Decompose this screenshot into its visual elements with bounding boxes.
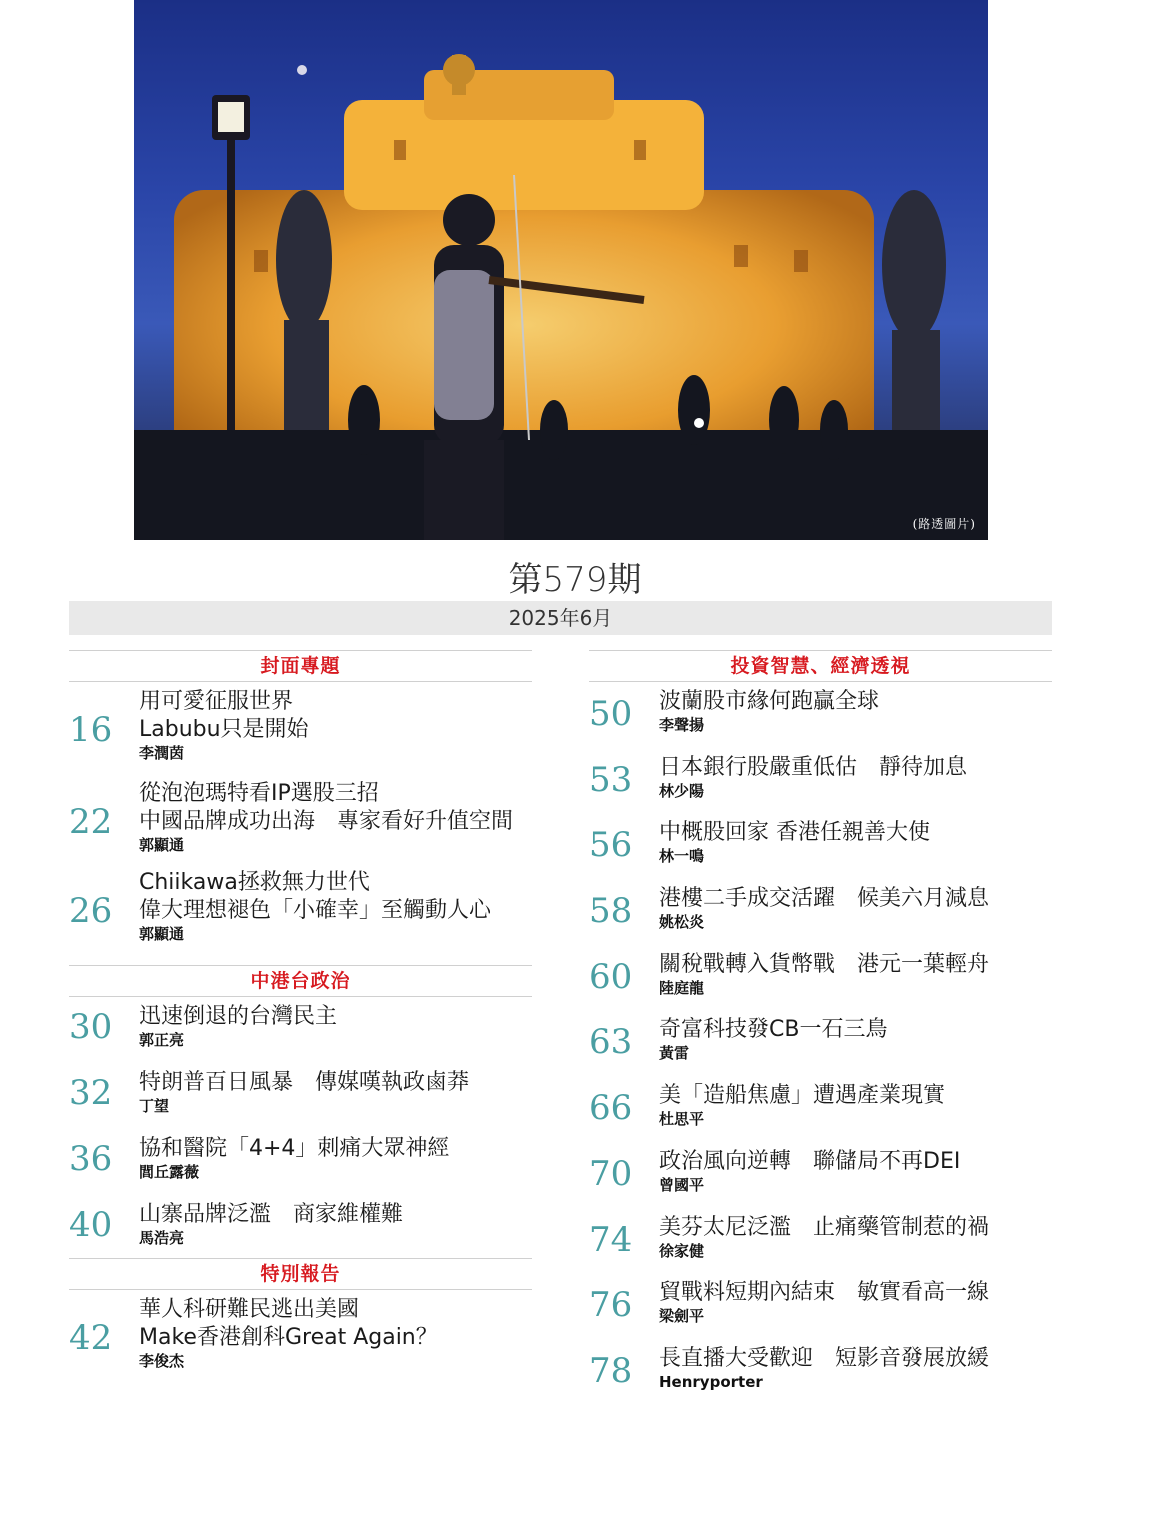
toc-entry[interactable] xyxy=(589,1076,1052,1142)
article-author: 徐家健 xyxy=(659,1241,705,1260)
page-number: 36 xyxy=(69,1139,113,1179)
toc-entry[interactable] xyxy=(589,1273,1052,1339)
article-author: 李潤茵 xyxy=(139,744,185,762)
toc-entry[interactable] xyxy=(69,682,532,774)
toc-entry[interactable] xyxy=(589,1339,1052,1405)
article-title: 奇富科技發CB一石三鳥 xyxy=(659,1017,888,1043)
article-title: 日本銀行股嚴重低估 靜待加息 xyxy=(659,754,968,780)
page-number: 32 xyxy=(69,1073,113,1113)
article-author: 杜思平 xyxy=(659,1110,705,1129)
page-number: 42 xyxy=(69,1318,113,1358)
page-number: 26 xyxy=(69,891,113,931)
page-number: 50 xyxy=(589,694,633,734)
cover-photo-illustration xyxy=(134,0,988,540)
toc-right-column xyxy=(589,650,1052,1405)
toc-entry[interactable] xyxy=(69,869,532,965)
page-number: 30 xyxy=(69,1007,113,1047)
article-author: 郭正亮 xyxy=(139,1031,185,1049)
article-title: 從泡泡瑪特看IP選股三招 xyxy=(139,781,379,806)
toc-entry[interactable] xyxy=(589,1142,1052,1208)
section-heading: 特別報告 xyxy=(69,1258,532,1290)
toc-entry[interactable] xyxy=(589,748,1052,814)
article-title: 長直播大受歡迎 短影音發展放緩 xyxy=(659,1345,990,1371)
toc-entry[interactable] xyxy=(589,813,1052,879)
right-entries-list xyxy=(589,682,1052,1405)
article-author: Henryporter xyxy=(659,1372,763,1391)
page-number: 63 xyxy=(589,1022,633,1063)
page-number: 70 xyxy=(589,1153,633,1194)
article-author: 丁望 xyxy=(139,1097,170,1115)
article-author: 郭顯通 xyxy=(139,925,185,943)
toc-entry[interactable] xyxy=(589,945,1052,1011)
page-number: 56 xyxy=(589,825,633,866)
article-title: 特朗普百日風暴 傳媒嘆執政鹵莽 xyxy=(139,1070,470,1095)
article-title: 美「造船焦慮」遭遇產業現實 xyxy=(659,1083,946,1109)
article-author: 林少陽 xyxy=(659,781,705,800)
toc-left-column xyxy=(69,650,532,1380)
issue-number: 第579期 xyxy=(508,560,642,600)
section-heading: 投資智慧、經濟透視 xyxy=(589,650,1052,682)
toc-entry[interactable] xyxy=(69,1290,532,1380)
article-title: 華人科研難民逃出美國 xyxy=(139,1297,360,1322)
article-title: 美芬太尼泛濫 止痛藥管制惹的禍 xyxy=(659,1214,990,1240)
photo-credit: (路透圖片) xyxy=(912,517,976,531)
issue-date: 2025年6月 xyxy=(508,606,613,630)
article-author: 閭丘露薇 xyxy=(139,1163,200,1181)
article-title: Make香港創科Great Again？ xyxy=(139,1325,438,1350)
article-title: 波蘭股市緣何跑贏全球 xyxy=(659,689,880,714)
page-number: 74 xyxy=(589,1219,633,1260)
toc-entry[interactable] xyxy=(589,1208,1052,1274)
section-heading: 中港台政治 xyxy=(69,965,532,997)
page-number: 66 xyxy=(589,1088,633,1129)
article-title: 貿戰料短期內結束 敏實看高一線 xyxy=(659,1280,990,1306)
article-title: 中國品牌成功出海 專家看好升值空間 xyxy=(139,809,514,834)
article-title: 迅速倒退的台灣民主 xyxy=(139,1004,338,1029)
page-number: 58 xyxy=(589,891,633,932)
cover-photo xyxy=(134,0,988,540)
article-author: 黃雷 xyxy=(659,1044,690,1063)
section-heading: 封面專題 xyxy=(69,650,532,682)
toc-entry[interactable] xyxy=(69,1195,532,1258)
page-number: 22 xyxy=(69,802,113,842)
article-author: 姚松炎 xyxy=(659,913,705,932)
article-author: 李俊杰 xyxy=(139,1352,185,1370)
article-title: 港樓二手成交活躍 候美六月減息 xyxy=(659,886,990,912)
toc-entry[interactable] xyxy=(69,774,532,869)
article-title: 山寨品牌泛濫 商家維權難 xyxy=(139,1202,404,1227)
article-author: 郭顯通 xyxy=(139,836,185,854)
article-author: 陸庭龍 xyxy=(659,978,705,997)
toc-entry[interactable] xyxy=(589,1010,1052,1076)
article-title: 用可愛征服世界 xyxy=(139,689,294,714)
issue-date-bar xyxy=(69,601,1052,635)
article-title: 政治風向逆轉 聯儲局不再DEI xyxy=(659,1148,961,1174)
toc-entry[interactable] xyxy=(589,682,1052,748)
article-author: 馬浩亮 xyxy=(139,1229,185,1247)
page-number: 53 xyxy=(589,759,633,800)
page-number: 16 xyxy=(69,710,113,750)
article-title: 中概股回家 香港任親善大使 xyxy=(659,820,930,846)
article-author: 梁劍平 xyxy=(659,1307,705,1326)
toc-entry[interactable] xyxy=(69,1063,532,1129)
page-number: 76 xyxy=(589,1285,633,1326)
article-title: Chiikawa拯救無力世代 xyxy=(139,870,370,895)
article-title: 偉大理想褪色「小確幸」至觸動人心 xyxy=(139,898,492,923)
article-title: 協和醫院「4+4」刺痛大眾神經 xyxy=(139,1136,450,1161)
page-number: 60 xyxy=(589,956,633,997)
article-author: 林一鳴 xyxy=(659,847,705,866)
article-title: Labubu只是開始 xyxy=(139,717,309,742)
toc-entry[interactable] xyxy=(589,879,1052,945)
page-number: 40 xyxy=(69,1205,113,1245)
article-author: 李聲揚 xyxy=(659,716,705,734)
page-number: 78 xyxy=(589,1350,633,1391)
article-title: 關稅戰轉入貨幣戰 港元一葉輕舟 xyxy=(659,951,990,977)
article-author: 曾國平 xyxy=(659,1175,705,1194)
toc-entry[interactable] xyxy=(69,1129,532,1195)
toc-entry[interactable] xyxy=(69,997,532,1063)
